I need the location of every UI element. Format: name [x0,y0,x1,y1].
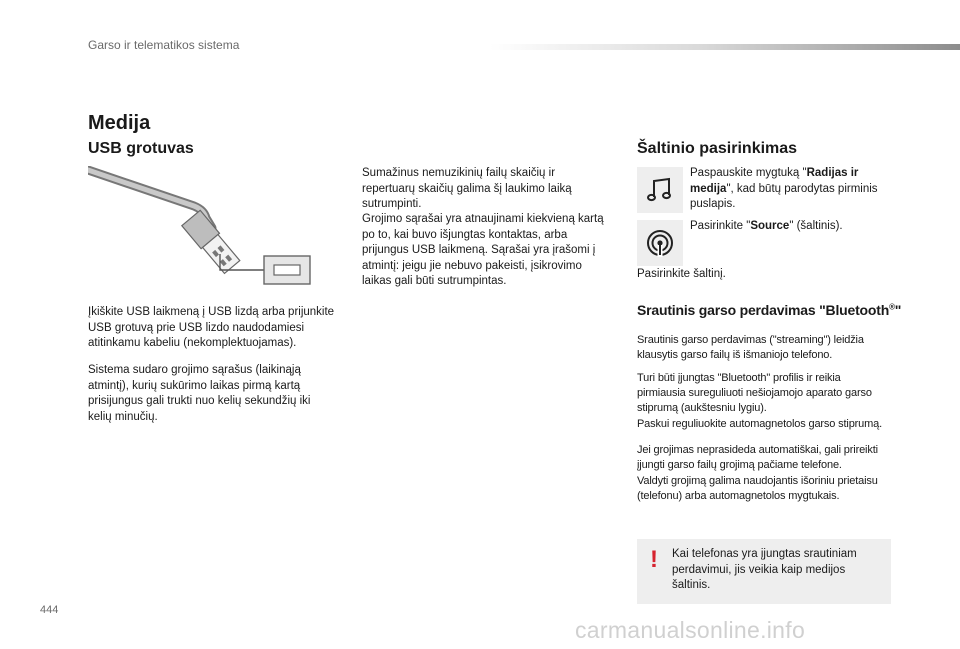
source-step-2: Pasirinkite "Source" (šaltinis). [690,220,843,232]
running-header: Garso ir telematikos sistema [88,38,240,52]
bluetooth-paragraph-2: Turi būti įjungtas "Bluetooth" profilis ir reikia pirmiausia sureguliuoti nešiojamojo aparato garso stiprumą (aukštesniu lygiu). [637,372,872,414]
source-heading: Šaltinio pasirinkimas [637,140,798,157]
bluetooth-paragraph-4: Jei grojimas neprasideda automatiškai, gali prireikti įjungti garso failų grojimą pačiame telefone. [637,444,878,471]
usb-heading: USB grotuvas [88,140,194,157]
note-text: Kai telefonas yra įjungtas srautiniam perdavimui, jis veikia kaip medijos šaltinis. [672,548,857,591]
bluetooth-heading: Srautinis garso perdavimas "Bluetooth®" [637,302,902,318]
watermark: carmanualsonline.info [575,617,806,643]
usb-paragraph-3: Sumažinus nemuzikinių failų skaičių ir repertuarų skaičių galima šį laukimo laiką sutrumpinti. [362,167,572,210]
usb-stick-illustration [88,166,316,288]
usb-paragraph-1: Įkiškite USB laikmeną į USB lizdą arba prijunkite USB grotuvą prie USB lizdo naudodamiesi atitinkamu kabeliu (nekomplektuojamas). [88,306,335,349]
section-title: Medija [88,112,151,134]
source-step-1: Paspauskite mygtuką "Radijas ir medija", kad būtų parodytas pirminis puslapis. [690,167,878,210]
header-rule [490,44,960,50]
usb-paragraph-2: Sistema sudaro grojimo sąrašus (laikinąją atmintį), kurių sukūrimo laikas pirmą kartą prisijungus gali trukti nuo kelių sekundžių iki kelių minučių. [88,364,311,423]
bluetooth-paragraph-3: Paskui reguliuokite automagnetolos garso stiprumą. [637,418,883,430]
source-broadcast-icon [637,220,683,266]
usb-paragraph-4: Grojimo sąrašai yra atnaujinami kiekvieną kartą po to, kai buvo išjungtas kontaktas, arba prijungus USB laikmeną. Sąrašai yra įrašomi į atmintį: jeigu jie nebuvo pakeisti, įsikrovimo laikas gali būti sutrumpintas. [362,213,604,287]
bluetooth-paragraph-1: Srautinis garso perdavimas ("streaming") leidžia klausytis garso failų iš išmaniojo telefono. [637,334,864,361]
bluetooth-paragraph-5: Valdyti grojimą galima naudojantis išoriniu prietaisu (telefonu) arba automagnetolos mygtukais. [637,475,878,502]
source-step-3: Pasirinkite šaltinį. [637,268,726,280]
page-number: 444 [40,604,59,616]
warning-icon: ! [650,546,658,573]
music-note-icon [637,167,683,213]
